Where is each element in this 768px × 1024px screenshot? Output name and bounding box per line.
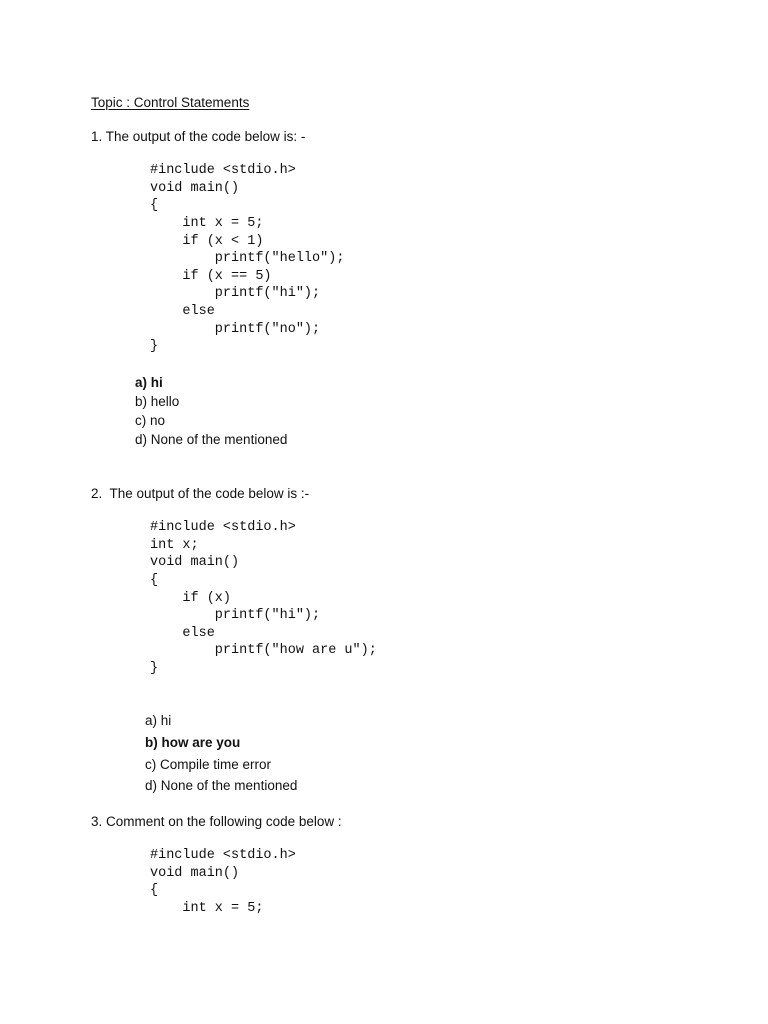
question-1-option-b: b) hello: [135, 394, 180, 409]
code-line: void main(): [150, 181, 240, 196]
code-line: else: [150, 304, 215, 319]
code-line: if (x): [150, 591, 232, 606]
question-2-option-c: c) Compile time error: [145, 757, 272, 772]
question-1-option-a: a) hi: [135, 375, 163, 390]
question-2-option-a: a) hi: [145, 713, 172, 728]
question-1-option-c: c) no: [135, 413, 166, 428]
code-line: void main(): [150, 555, 240, 570]
code-line: {: [150, 198, 159, 213]
code-line: printf("how are u");: [150, 643, 377, 658]
question-2-option-b: b) how are you: [145, 735, 241, 750]
code-line: }: [150, 339, 159, 354]
code-line: #include <stdio.h>: [150, 163, 296, 178]
question-1-prompt: 1. The output of the code below is: -: [91, 129, 306, 144]
code-line: {: [150, 883, 159, 898]
topic-heading: Topic : Control Statements: [91, 95, 250, 110]
question-1-option-d: d) None of the mentioned: [135, 432, 288, 447]
code-line: printf("hi");: [150, 286, 321, 301]
code-line: if (x < 1): [150, 234, 264, 249]
code-line: printf("hi");: [150, 608, 321, 623]
code-line: #include <stdio.h>: [150, 848, 296, 863]
code-line: int x = 5;: [150, 901, 264, 916]
question-2-prompt: 2. The output of the code below is :-: [91, 486, 310, 501]
code-line: void main(): [150, 866, 240, 881]
question-1-code: [150, 162, 345, 357]
code-line: int x = 5;: [150, 216, 264, 231]
question-2-option-d: d) None of the mentioned: [145, 778, 298, 793]
code-line: if (x == 5): [150, 269, 272, 284]
code-line: printf("hello");: [150, 251, 345, 266]
question-2-code: [150, 519, 377, 684]
question-3-prompt: 3. Comment on the following code below :: [91, 814, 342, 829]
code-line: {: [150, 573, 159, 588]
code-line: int x;: [150, 538, 199, 553]
question-3-code: [150, 847, 296, 937]
code-line: else: [150, 626, 215, 641]
code-line: }: [150, 661, 159, 676]
code-line: printf("no");: [150, 322, 321, 337]
code-line: #include <stdio.h>: [150, 520, 296, 535]
